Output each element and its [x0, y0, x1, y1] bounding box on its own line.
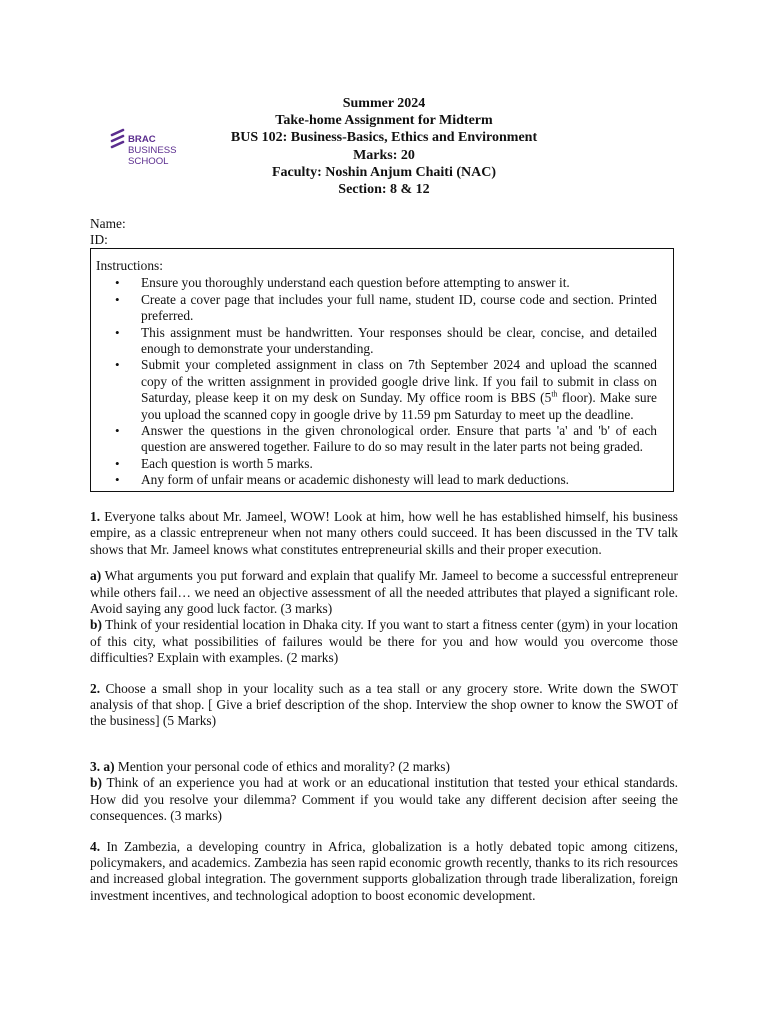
instruction-item: • Answer the questions in the given chronological order. Ensure that parts 'a' and 'b' of each question are answered together. Failure to do so may result in the later parts not being graded. [141, 423, 657, 456]
submit-text-before: Submit your completed assignment in class on 7th September 2024 and upload the scanned copy of the written assignment in provided google drive link. If you fail to submit in class on Saturday, please keep it on my desk on Sunday. My office room is BBS (5 [141, 357, 657, 406]
question-3b-text: Think of an experience you had at work or an educational institution that tested your ethical standards. How did you resolve your dilemma? Comment if you would take any different decision after seeing the consequences. (3 marks) [90, 775, 679, 824]
instruction-item: • This assignment must be handwritten. Your responses should be clear, concise, and detailed enough to demonstrate your understanding. [141, 325, 657, 358]
instructions-title: Instructions: [96, 258, 163, 273]
student-fields [90, 216, 126, 248]
question-4-number: 4. [90, 838, 101, 854]
question-2 [90, 681, 678, 730]
instruction-item-submit [141, 357, 657, 423]
course-title: BUS 102: Business-Basics, Ethics and Environment [230, 130, 538, 146]
question-1-number: 1. [90, 509, 101, 524]
marks-line: Marks: 20 [353, 147, 415, 163]
assignment-title: Take-home Assignment for Midterm [275, 113, 493, 129]
instructions-list [96, 275, 657, 488]
questions-section [90, 509, 678, 904]
logo-text-brac: BRAC [128, 134, 156, 145]
logo-mark-icon [110, 128, 128, 156]
question-3a-label: 3. a) [90, 758, 115, 774]
logo-text-business: BUSINESS [128, 145, 177, 156]
question-3b [90, 775, 678, 824]
question-3b-label: b) [90, 775, 102, 791]
question-2-text: Choose a small shop in your locality such as a tea stall or any grocery store. Write down the SWOT analysis of that shop. [ Give a brief description of the shop. Interview the shop owner to know the SWOT of the business] (5 Marks) [90, 680, 678, 729]
assignment-header [180, 95, 588, 198]
question-1b [90, 617, 678, 666]
question-1b-text: Think of your residential location in Dhaka city. If you want to start a fitness center (gym) in your location of this city, what possibilities of failures would be there for you and how would you overcome those difficulties? Explain with examples. (2 marks) [90, 617, 678, 666]
instruction-item: • Ensure you thoroughly understand each question before attempting to answer it. [141, 275, 657, 291]
logo-text-school: SCHOOL [128, 156, 169, 167]
term-title: Summer 2024 [342, 96, 426, 111]
question-3a [90, 759, 678, 775]
question-4-text: In Zambezia, a developing country in Africa, globalization is a hotly debated topic among citizens, policymakers, and academics. Zambezia has seen rapid economic growth recently, thanks to its rich resources and increased global integration. The government supports globalization through trade liberalization, foreign investment incentives, and technological adoption to boost economic development. [90, 838, 678, 903]
question-2-number: 2. [90, 680, 101, 696]
question-4 [90, 839, 678, 905]
name-field-label: Name: [90, 216, 126, 231]
instruction-item: • Create a cover page that includes your full name, student ID, course code and section. Printed preferred. [141, 292, 657, 325]
submit-text-superscript: th [551, 389, 558, 399]
instruction-item: • Each question is worth 5 marks. [141, 456, 657, 472]
faculty-line: Faculty: Noshin Anjum Chaiti (NAC) [271, 164, 496, 180]
instructions-box [90, 248, 674, 492]
question-1a-label: a) [90, 568, 102, 584]
question-1a-text: What arguments you put forward and explain that qualify Mr. Jameel to become a successful entrepreneur while others fail… we need an objective assessment of all the needed attributes that played a significant role. Avoid saying any good luck factor. (3 marks) [90, 568, 679, 617]
submit-text-after: floor). Make sure you upload the scanned copy in google drive by 11.59 pm Saturday to meet up the deadline. [141, 390, 657, 422]
section-line: Section: 8 & 12 [338, 182, 430, 198]
question-1b-label: b) [90, 617, 102, 633]
question-1 [90, 509, 678, 558]
question-1a [90, 568, 678, 617]
brac-business-school-logo [110, 126, 180, 172]
instruction-item: • Any form of unfair means or academic dishonesty will lead to mark deductions. [141, 472, 657, 488]
question-1-text: Everyone talks about Mr. Jameel, WOW! Look at him, how well he has established himself, his business empire, as a classic entrepreneur when not many others could succeed. It has been discussed in the TV talk shows that Mr. Jameel knows what constitutes entrepreneurial skills and their proper execution. [90, 509, 678, 557]
question-3a-text: Mention your personal code of ethics and morality? (2 marks) [117, 758, 450, 774]
id-field-label: ID: [90, 232, 108, 247]
